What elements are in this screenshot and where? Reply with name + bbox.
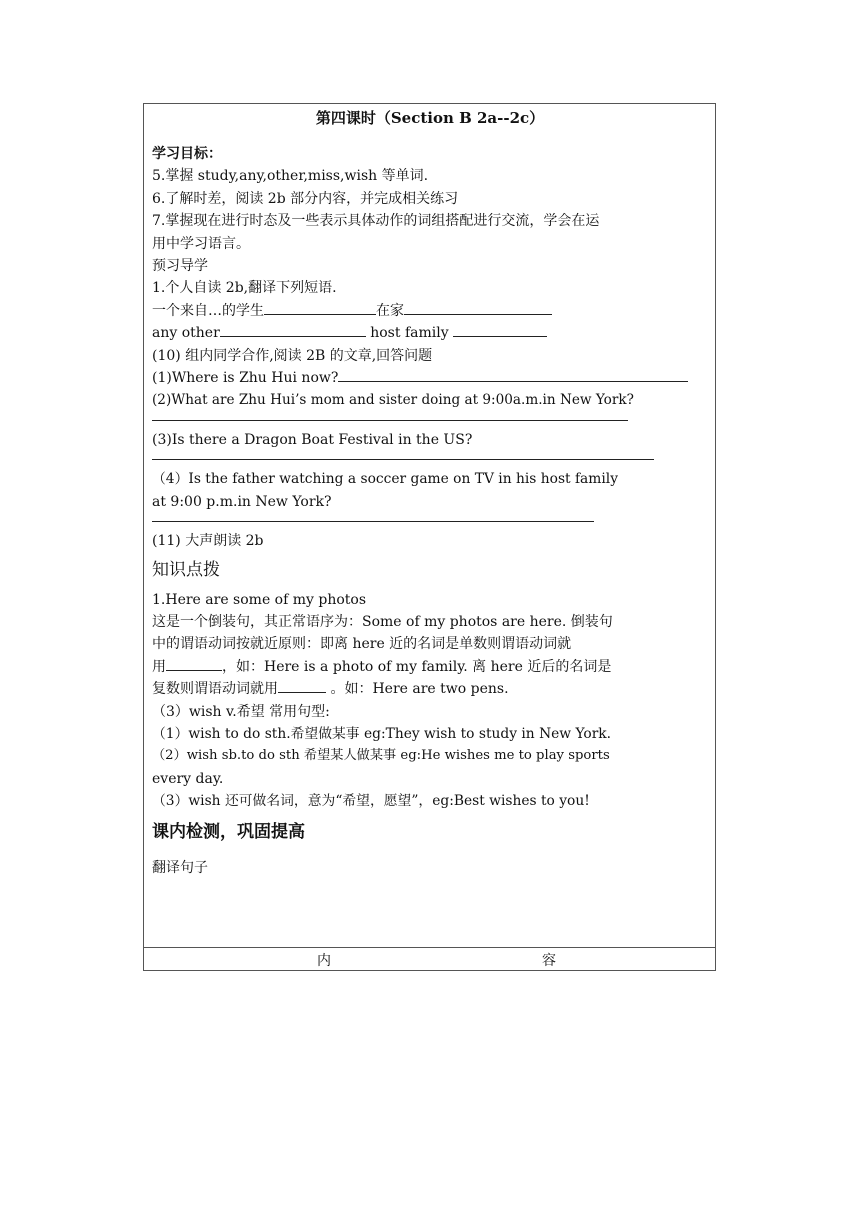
objective-item: 用中学习语言。 [152, 235, 250, 252]
wish-usage-2-cont: every day. [152, 770, 224, 787]
phrase-row-1 [152, 300, 708, 322]
question-1 [152, 367, 708, 389]
preview-step-1: 1.个人自读 2b,翻译下列短语. [152, 280, 337, 297]
preview-step-10: (10) 组内同学合作,阅读 2B 的文章,回答问题 [152, 347, 433, 364]
footer-row [144, 947, 715, 970]
answer-blank[interactable] [264, 300, 376, 315]
check-heading: 课内检测，巩固提高 [152, 821, 305, 842]
objective-item: 7.掌握现在进行时态及一些表示具体动作的词组搭配进行交流，学会在运 [152, 213, 600, 230]
answer-line[interactable] [152, 521, 594, 522]
question-4-line-2: at 9:00 p.m.in New York? [152, 493, 332, 510]
question-4-line-1: （4）Is the father watching a soccer game on TV in his host family [152, 471, 618, 488]
worksheet-box [143, 103, 716, 971]
answer-blank[interactable] [278, 678, 326, 693]
knowledge-text: ，如：Here is a photo of my family. 离 here 近后的名词是 [222, 658, 612, 675]
wish-heading: （3）wish v.希望 常用句型: [152, 703, 330, 720]
phrase-label: 一个来自…的学生 [152, 302, 264, 319]
knowledge-text: 中的谓语动词按就近原则：即离 here 近的名词是单数则谓语动词就 [152, 636, 572, 653]
worksheet-content [152, 104, 708, 879]
answer-blank[interactable] [453, 322, 547, 337]
objectives-heading: 学习目标： [152, 146, 222, 162]
answer-blank[interactable] [338, 367, 688, 382]
phrase-label: host family [370, 325, 449, 342]
knowledge-point-1: 1.Here are some of my photos [152, 591, 367, 608]
question-2: (2)What are Zhu Hui’s mom and sister doing at 9:00a.m.in New York? [152, 392, 634, 409]
knowledge-text-blank-1 [152, 656, 708, 678]
question-3: (3)Is there a Dragon Boat Festival in the US? [152, 431, 473, 448]
knowledge-text: 用 [152, 658, 166, 675]
answer-blank[interactable] [220, 322, 366, 337]
preview-step-11: (11) 大声朗读 2b [152, 533, 264, 550]
wish-usage-2: （2）wish sb.to do sth 希望某人做某事 eg:He wishes me to play sports [152, 748, 610, 764]
wish-usage-1: （1）wish to do sth.希望做某事 eg:They wish to study in New York. [152, 725, 612, 742]
objective-item: 6.了解时差，阅读 2b 部分内容，并完成相关练习 [152, 190, 459, 207]
answer-blank[interactable] [166, 656, 222, 671]
knowledge-heading: 知识点拨 [152, 559, 220, 580]
footer-label-left: 内 [317, 953, 331, 969]
phrase-row-2 [152, 322, 708, 344]
knowledge-text: 复数则谓语动词就用 [152, 681, 278, 698]
wish-usage-3: （3）wish 还可做名词，意为“希望，愿望”，eg:Best wishes to you! [152, 793, 590, 810]
answer-line[interactable] [152, 420, 628, 421]
preview-heading: 预习导学 [152, 258, 208, 275]
footer-label-right: 容 [542, 953, 556, 969]
knowledge-text: 这是一个倒装句，其正常语序为：Some of my photos are here. 倒装句 [152, 613, 613, 630]
answer-line[interactable] [152, 459, 654, 460]
objective-item: 5.掌握 study,any,other,miss,wish 等单词. [152, 168, 429, 185]
answer-blank[interactable] [404, 300, 552, 315]
phrase-label: any other [152, 325, 220, 342]
knowledge-text: 。如：Here are two pens. [326, 681, 509, 698]
lesson-title: 第四课时（Section B 2a--2c） [315, 109, 545, 127]
knowledge-text-blank-2 [152, 678, 708, 700]
phrase-label: 在家 [376, 302, 404, 319]
check-subheading: 翻译句子 [152, 859, 208, 876]
question-text: (1)Where is Zhu Hui now? [152, 370, 339, 387]
